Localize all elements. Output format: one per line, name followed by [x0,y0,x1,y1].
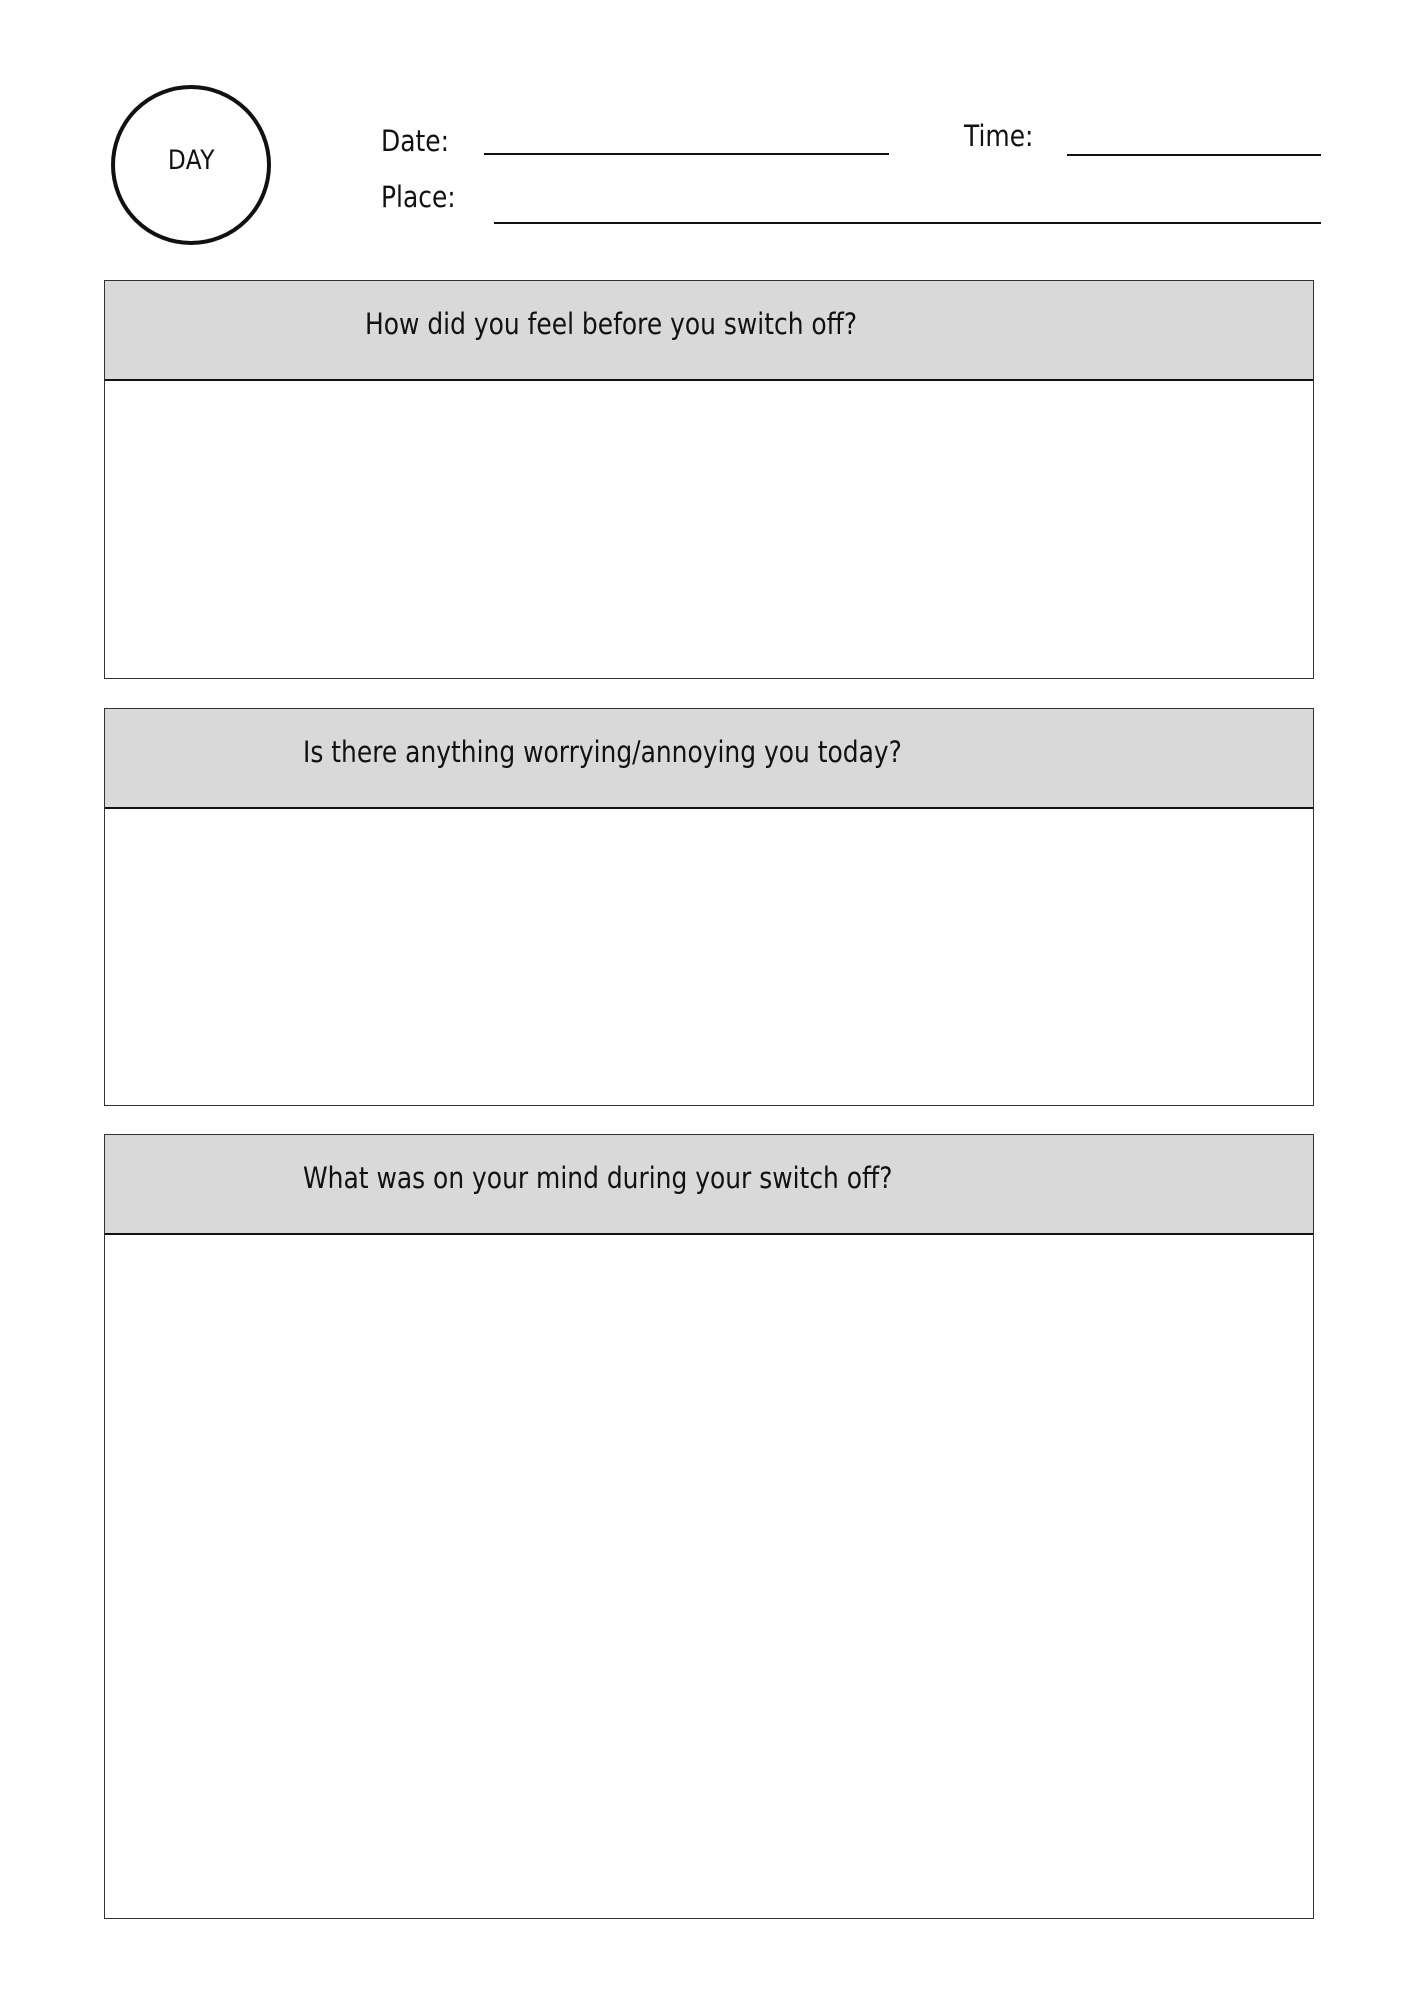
place-field-line[interactable] [494,222,1321,224]
answer-area-worrying[interactable] [105,809,1313,1105]
date-field-line[interactable] [484,153,889,155]
section-header [105,1135,1313,1235]
section-mind-during [104,1134,1314,1919]
section-feel-before [104,280,1314,679]
place-label: Place: [381,180,456,214]
time-field-line[interactable] [1067,154,1321,156]
section-title: What was on your mind during your switch off? [303,1161,893,1195]
section-header [105,281,1313,381]
answer-area-mind-during[interactable] [105,1235,1313,1918]
section-title: How did you feel before you switch off? [365,307,858,341]
date-label: Date: [381,124,450,158]
section-title: Is there anything worrying/annoying you today? [303,735,902,769]
section-worrying [104,708,1314,1106]
day-label: DAY [167,144,215,176]
section-header [105,709,1313,809]
time-label: Time: [964,119,1034,153]
day-circle [111,85,271,245]
answer-area-feel-before[interactable] [105,381,1313,678]
